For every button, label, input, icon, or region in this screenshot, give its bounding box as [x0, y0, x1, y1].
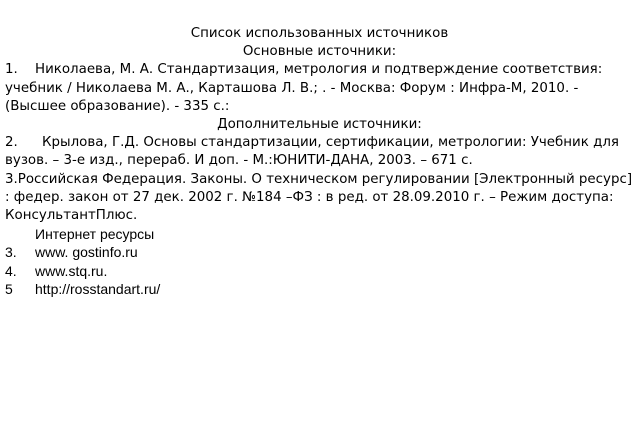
additional-sources-heading: Дополнительные источники: [217, 117, 422, 133]
source-item-3: 3.Российская Федерация. Законы. О техническом регулировании [Электронный ресурс] : федер. закон от 27 дек. 2002 г. №184 –ФЗ : в ред. от 28.09.2010 г. – Режим доступа: КонсультантПлюс. [5, 171, 633, 224]
internet-resources-heading: Интернет ресурсы [35, 226, 155, 243]
source-item-1 [5, 61, 634, 116]
document-title: Список использованных источников [190, 26, 449, 41]
internet-link-3-number: 5 [5, 280, 13, 297]
source-item-1-number: 1. [5, 62, 18, 78]
internet-link-1[interactable] [5, 243, 634, 261]
internet-link-2-number: 4. [5, 262, 17, 279]
source-item-1-text: Николаева, М. А. Стандартизация, метрология и подтверждение соответствия: учебник / Николаева М. А., Карташова Л. В.; . - Москва: Форум : Инфра-М, 2010. - (Высшее образование). - 335 с.: [5, 62, 603, 114]
internet-link-3-text[interactable]: http://rosstandart.ru/ [35, 280, 161, 297]
internet-link-2-text[interactable]: www.stq.ru. [35, 262, 108, 279]
source-item-2-number: 2. [5, 135, 18, 151]
internet-link-3[interactable] [5, 280, 634, 298]
internet-link-2[interactable] [5, 262, 634, 280]
source-item-2-text: Крылова, Г.Д. Основы стандартизации, сертификации, метрологии: Учебник для вузов. – 3-е изд., перераб. И доп. - М.:ЮНИТИ-ДАНА, 2003. – 671 с. [5, 135, 619, 169]
source-item-2 [5, 134, 634, 170]
internet-link-1-number: 3. [5, 244, 17, 261]
internet-link-1-text[interactable]: www. gostinfo.ru [35, 244, 138, 261]
main-sources-heading: Основные источники: [242, 44, 397, 60]
